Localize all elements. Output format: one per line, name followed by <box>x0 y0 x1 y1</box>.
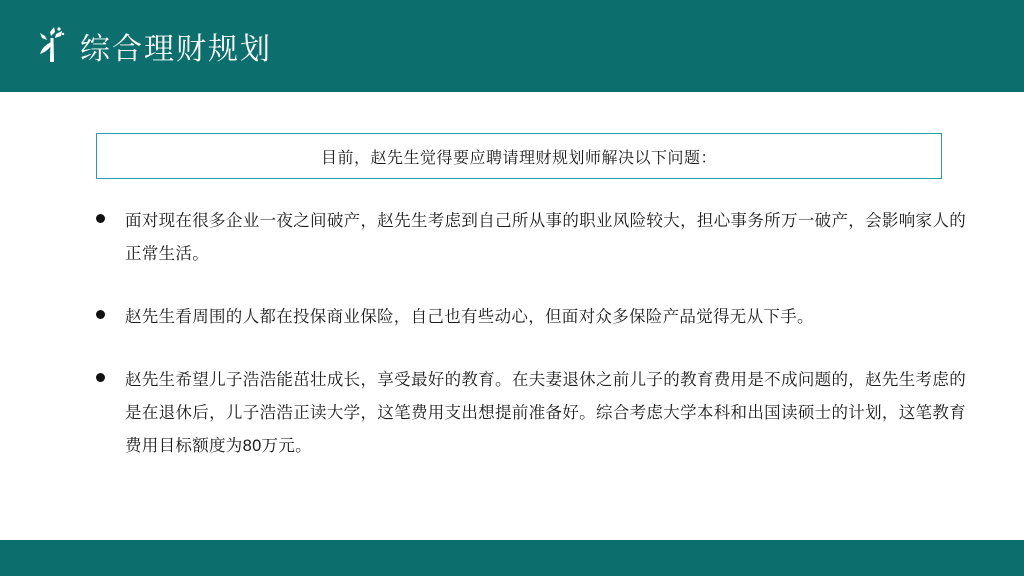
bullet-list <box>96 205 966 463</box>
page-title: 综合理财规划 <box>80 33 272 66</box>
header-bar <box>0 0 1024 92</box>
list-item-text: 赵先生希望儿子浩浩能茁壮成长，享受最好的教育。在夫妻退休之前儿子的教育费用是不成问题的，赵先生考虑的是在退休后，儿子浩浩正读大学，这笔费用支出想提前准备好。综合考虑大学本科和出国读硕士的计划，这笔教育费用目标额度为80万元。 <box>125 371 966 455</box>
list-item <box>96 364 966 463</box>
bullet-dot-icon <box>96 214 105 223</box>
wheat-sprout-icon <box>28 22 76 70</box>
bullet-dot-icon <box>96 373 105 382</box>
list-item <box>96 301 966 334</box>
list-item-text: 面对现在很多企业一夜之间破产，赵先生考虑到自己所从事的职业风险较大，担心事务所万一破产，会影响家人的正常生活。 <box>125 212 966 263</box>
callout-box <box>96 133 942 179</box>
list-item-text: 赵先生看周围的人都在投保商业保险，自己也有些动心，但面对众多保险产品觉得无从下手。 <box>125 308 814 326</box>
footer-bar <box>0 540 1024 576</box>
callout-text: 目前，赵先生觉得要应聘请理财规划师解决以下问题： <box>320 149 717 167</box>
bullet-dot-icon <box>96 310 105 319</box>
list-item <box>96 205 966 271</box>
